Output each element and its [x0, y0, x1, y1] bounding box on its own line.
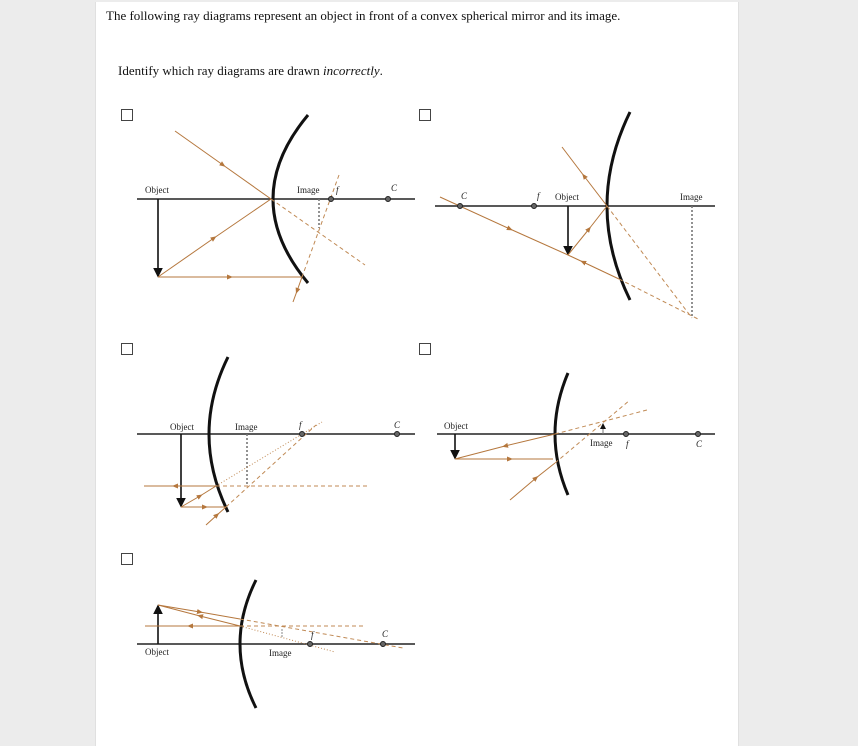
question-intro: The following ray diagrams represent an object in front of a convex spherical mirror and its image.	[106, 8, 621, 23]
focal-point	[532, 204, 537, 209]
focal-point	[329, 197, 334, 202]
center-point	[696, 432, 701, 437]
c-label: C	[394, 420, 401, 430]
center-point	[381, 642, 386, 647]
prompt-text: Identify which ray diagrams are drawn	[118, 63, 324, 78]
image-label: Image	[235, 422, 258, 432]
image-label: Image	[590, 438, 613, 448]
center-point	[386, 197, 391, 202]
diagram-4	[437, 373, 715, 500]
image-label: Image	[269, 648, 292, 658]
diagram-1	[137, 115, 415, 302]
c-label: C	[696, 439, 703, 449]
object-label: Object	[555, 192, 579, 202]
diagram-2	[435, 112, 715, 320]
c-label: C	[391, 183, 398, 193]
diagram-5	[137, 580, 415, 708]
f-label: f	[299, 420, 302, 430]
c-label: C	[461, 191, 468, 201]
diagram-3	[137, 357, 415, 525]
f-label: f	[537, 191, 540, 201]
f-label: f	[311, 630, 314, 640]
object-label: Object	[145, 185, 169, 195]
prompt-suffix: .	[379, 63, 383, 78]
object-label: Object	[170, 422, 194, 432]
f-label: f	[336, 185, 339, 195]
c-label: C	[382, 629, 389, 639]
focal-point	[300, 432, 305, 437]
center-point	[395, 432, 400, 437]
prompt-emphasis: incorrectly	[323, 63, 380, 78]
object-label: Object	[444, 421, 468, 431]
image-label: Image	[297, 185, 320, 195]
center-point	[458, 204, 463, 209]
focal-point	[624, 432, 629, 437]
f-label: f	[626, 439, 629, 449]
object-label: Object	[145, 647, 169, 657]
focal-point	[308, 642, 313, 647]
image-label: Image	[680, 192, 703, 202]
